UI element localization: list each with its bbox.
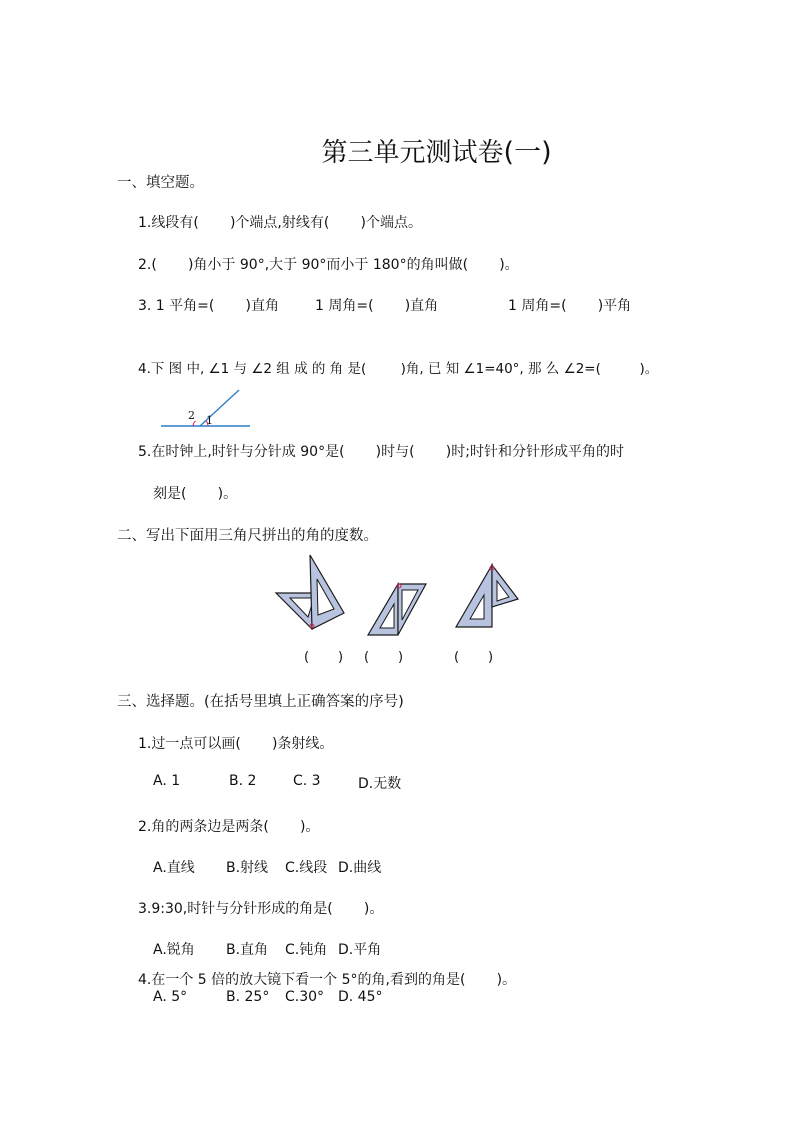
question-1-5a: 5.在时钟上,时针与分针成 90°是( )时与( )时;时针和分针形成平角的时 [138,444,624,460]
question-3-1-option-d: D.无数 [358,776,402,792]
ruler-figure-2 [364,578,430,638]
question-3-4-option-c: C.30° [285,989,325,1005]
angle-1-label: 1 [206,414,213,427]
question-3-3-option-b: B.直角 [226,942,269,958]
question-3-2-option-c: C.线段 [285,860,328,876]
question-3-2: 2.角的两条边是两条( )。 [138,819,320,835]
question-3-2-option-b: B.射线 [226,860,269,876]
question-3-3: 3.9:30,时针与分针形成的角是( )。 [138,901,384,917]
ruler-answer-blank-3: ( ) [454,650,494,665]
question-3-4-option-b: B. 25° [226,989,270,1005]
question-3-4-option-a: A. 5° [153,989,188,1005]
question-3-4-option-d: D. 45° [338,989,383,1005]
question-3-3-option-a: A.锐角 [153,942,195,958]
question-1-3a: 3. 1 平角=( )直角 [138,298,279,314]
ruler-1b [310,555,344,629]
question-1-4: 4.下 图 中, ∠1 与 ∠2 组 成 的 角 是( )角, 已 知 ∠1=40°, 那 么 ∠2=( )。 [138,361,659,377]
ruler-figure-1 [272,553,348,633]
question-1-1: 1.线段有( )个端点,射线有( )个端点。 [138,215,422,231]
ruler-answer-blank-1: ( ) [304,650,344,665]
section-1-heading: 一、填空题。 [117,175,204,191]
section-3-heading: 三、选择题。(在括号里填上正确答案的序号) [117,694,404,710]
ruler-answer-blank-2: ( ) [364,650,404,665]
question-1-2: 2.( )角小于 90°,大于 90°而小于 180°的角叫做( )。 [138,257,519,273]
question-3-1-option-b: B. 2 [229,773,257,789]
question-3-3-option-d: D.平角 [338,942,382,958]
question-1-3c: 1 周角=( )平角 [508,298,632,314]
question-3-1-option-a: A. 1 [153,773,181,789]
question-1-3b: 1 周角=( )直角 [315,298,439,314]
ruler-3b [492,565,518,607]
question-1-5b: 刻是( )。 [153,486,238,502]
angle-2-label: 2 [188,409,195,422]
question-3-1: 1.过一点可以画( )条射线。 [138,736,334,752]
question-3-1-option-c: C. 3 [293,773,321,789]
ruler-2b-hole [402,590,418,620]
angle-figure [158,386,254,430]
question-3-3-option-c: C.钝角 [285,942,328,958]
page-title [305,100,552,169]
title-main: 第三单元测试卷 [321,138,504,168]
question-3-4: 4.在一个 5 倍的放大镜下看一个 5°的角,看到的角是( )。 [138,972,517,988]
question-3-2-option-a: A.直线 [153,860,195,876]
title-suffix: (一) [503,137,552,168]
ruler-figure-3 [452,561,522,631]
section-2-heading: 二、写出下面用三角尺拼出的角的度数。 [117,528,378,544]
question-3-2-option-d: D.曲线 [338,860,382,876]
